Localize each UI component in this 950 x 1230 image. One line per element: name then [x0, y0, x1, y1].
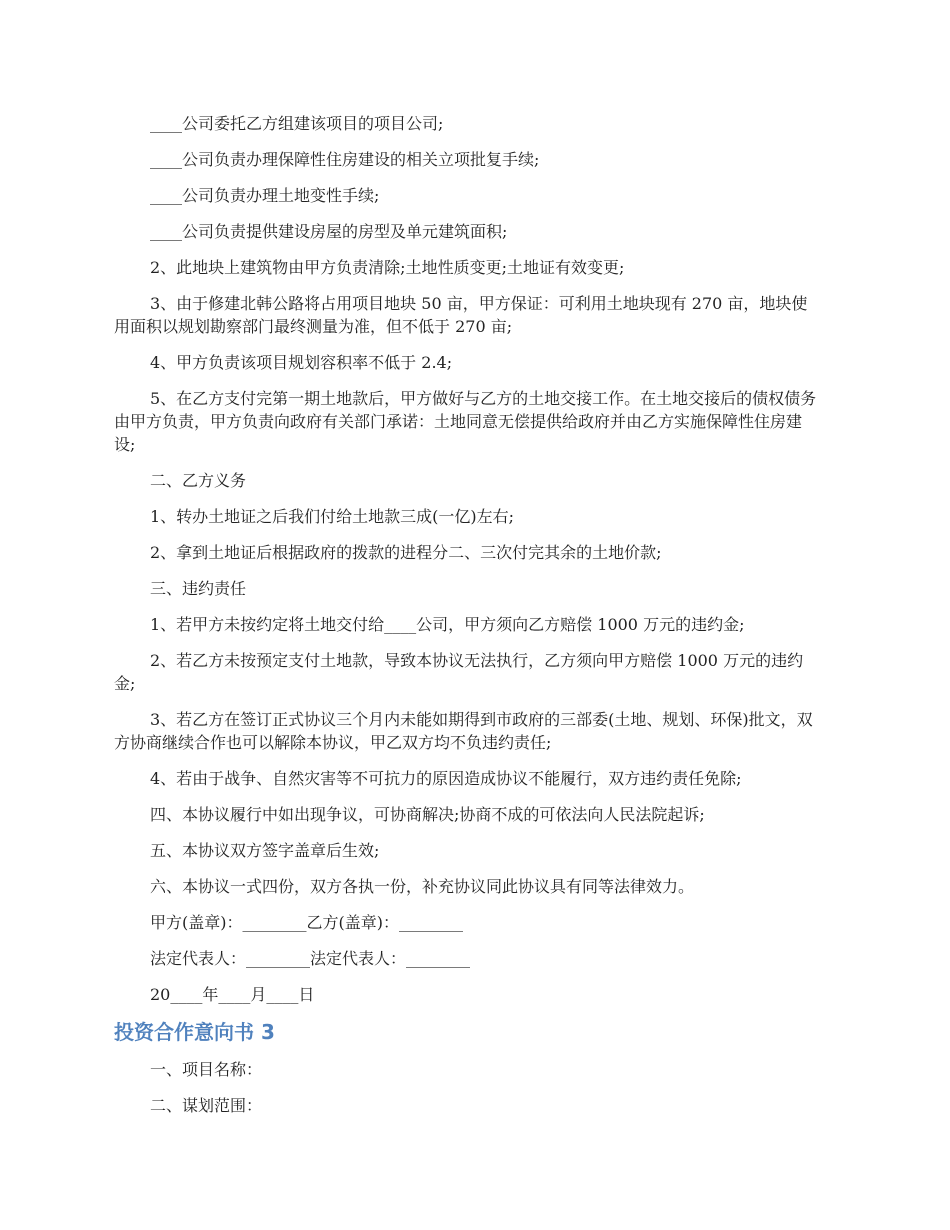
paragraph-8: 5、在乙方支付完第一期土地款后，甲方做好与乙方的土地交接工作。在土地交接后的债权债务由甲方负责，甲方负责向政府有关部门承诺：土地同意无偿提供给政府并由乙方实施保障性住房建设;: [114, 389, 817, 454]
paragraph-14: 2、若乙方未按预定支付土地款，导致本协议无法执行，乙方须向甲方赔偿 1000 万元的违约金;: [114, 651, 804, 693]
paragraph-11: 2、拿到土地证后根据政府的拨款的进程分二、三次付完其余的土地价款;: [150, 543, 662, 562]
paragraph-15: 3、若乙方在签订正式协议三个月内未能如期得到市政府的三部委(土地、规划、环保)批文，双方协商继续合作也可以解除本协议，甲乙双方均不负违约责任;: [114, 710, 813, 752]
section-title: 投资合作意向书 3: [114, 1020, 275, 1044]
paragraph-10: 1、转办土地证之后我们付给土地款三成(一亿)左右;: [150, 507, 515, 526]
signature-date-line: 20____年____月____日: [150, 985, 315, 1004]
paragraph-7: 4、甲方负责该项目规划容积率不低于 2.4;: [150, 353, 453, 372]
planning-scope-item: 二、谋划范围：: [150, 1096, 263, 1115]
paragraph-18: 五、本协议双方签字盖章后生效;: [150, 841, 380, 860]
paragraph-19: 六、本协议一式四份，双方各执一份，补充协议同此协议具有同等法律效力。: [150, 877, 695, 896]
paragraph-3: ____公司负责办理土地变性手续;: [150, 186, 380, 205]
paragraph-6: 3、由于修建北韩公路将占用项目地块 50 亩，甲方保证：可利用土地块现有 270 亩，地块使用面积以规划勘察部门最终测量为准，但不低于 270 亩;: [114, 294, 808, 336]
paragraph-17: 四、本协议履行中如出现争议，可协商解决;协商不成的可依法向人民法院起诉;: [150, 805, 705, 824]
project-name-item: 一、项目名称：: [150, 1060, 263, 1079]
section-heading-liability: 三、违约责任: [150, 579, 247, 598]
paragraph-16: 4、若由于战争、自然灾害等不可抗力的原因造成协议不能履行，双方违约责任免除;: [150, 769, 742, 788]
paragraph-2: ____公司负责办理保障性住房建设的相关立项批复手续;: [150, 150, 540, 169]
paragraph-13: 1、若甲方未按约定将土地交付给____公司，甲方须向乙方赔偿 1000 万元的违约金;: [150, 615, 745, 634]
paragraph-1: ____公司委托乙方组建该项目的项目公司;: [150, 114, 444, 133]
signature-representative-line: 法定代表人：________法定代表人：________: [150, 949, 471, 968]
paragraph-5: 2、此地块上建筑物由甲方负责清除;土地性质变更;土地证有效变更;: [150, 258, 625, 277]
section-heading-obligations: 二、乙方义务: [150, 471, 247, 490]
signature-party-line: 甲方(盖章)：________乙方(盖章)：________: [150, 913, 463, 932]
paragraph-4: ____公司负责提供建设房屋的房型及单元建筑面积;: [150, 222, 508, 241]
